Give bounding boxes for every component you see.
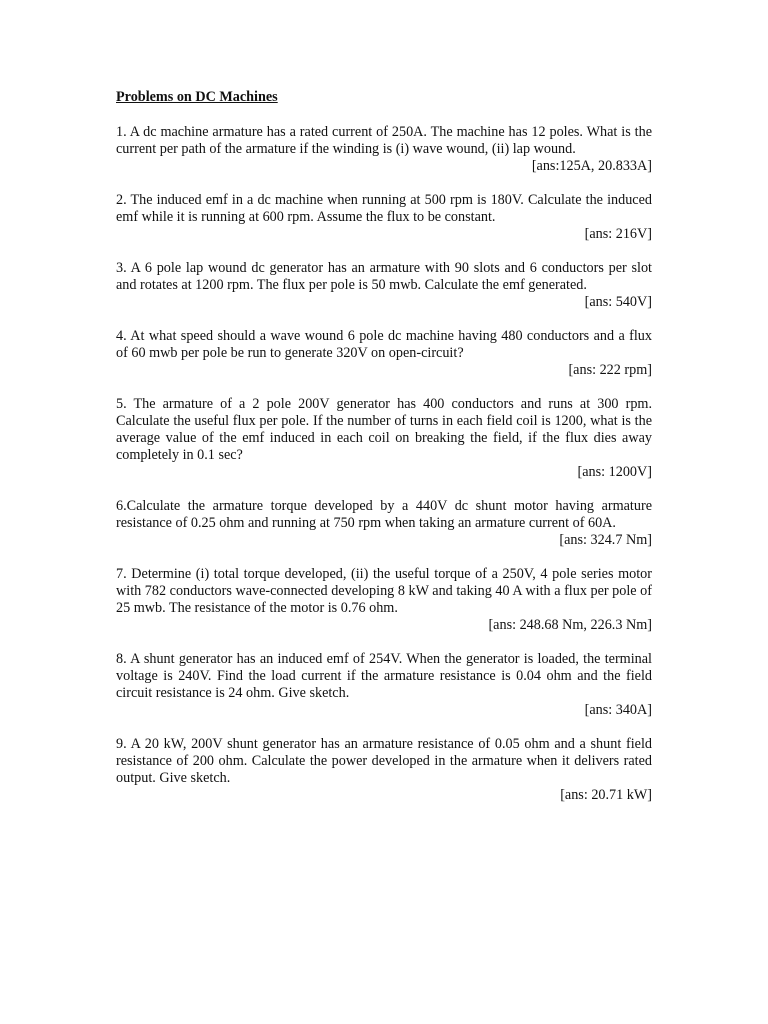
problem-answer: [ans: 20.71 kW]	[560, 787, 652, 803]
problem-text: 7. Determine (i) total torque developed, (ii) the useful torque of a 250V, 4 pole series motor with 782 conductors wave-connected developing 8 kW and taking 40 A with a flux per pole of 25 mwb. The resistance of the motor is 0.76 ohm.	[116, 566, 652, 616]
problem-text: 8. A shunt generator has an induced emf of 254V. When the generator is loaded, the terminal voltage is 240V. Find the load current if the armature resistance is 0.04 ohm and the field circuit resistance is 24 ohm. Give sketch.	[116, 651, 652, 701]
document-title: Problems on DC Machines	[116, 89, 278, 105]
problem-answer: [ans: 340A]	[584, 702, 652, 718]
problem-9	[116, 736, 652, 804]
problem-text: 4. At what speed should a wave wound 6 pole dc machine having 480 conductors and a flux of 60 mwb per pole be run to generate 320V on open-circuit?	[116, 328, 652, 361]
problem-answer: [ans: 540V]	[584, 294, 652, 310]
document-page	[116, 89, 652, 821]
problem-text: 2. The induced emf in a dc machine when running at 500 rpm is 180V. Calculate the induced emf while it is running at 600 rpm. Assume the flux to be constant.	[116, 192, 652, 225]
problem-answer: [ans: 216V]	[584, 226, 652, 242]
problem-text: 3. A 6 pole lap wound dc generator has an armature with 90 slots and 6 conductors per slot and rotates at 1200 rpm. The flux per pole is 50 mwb. Calculate the emf generated.	[116, 260, 652, 293]
problem-text: 9. A 20 kW, 200V shunt generator has an armature resistance of 0.05 ohm and a shunt field resistance of 200 ohm. Calculate the power developed in the armature when it delivers rated output. Give sketch.	[116, 736, 652, 786]
problem-text: 5. The armature of a 2 pole 200V generator has 400 conductors and runs at 300 rpm. Calculate the useful flux per pole. If the number of turns in each field coil is 1200, what is the average value of the emf induced in each coil on breaking the field, if the flux dies away completely in 0.1 sec?	[116, 396, 652, 463]
problem-answer: [ans: 222 rpm]	[568, 362, 652, 378]
problem-7	[116, 566, 652, 634]
problem-text: 6.Calculate the armature torque developed by a 440V dc shunt motor having armature resistance of 0.25 ohm and running at 750 rpm when taking an armature current of 60A.	[116, 498, 652, 531]
problem-text: 1. A dc machine armature has a rated current of 250A. The machine has 12 poles. What is the current per path of the armature if the winding is (i) wave wound, (ii) lap wound.	[116, 124, 652, 157]
problem-3	[116, 260, 652, 311]
problem-answer: [ans: 248.68 Nm, 226.3 Nm]	[488, 617, 652, 633]
problem-6	[116, 498, 652, 549]
problem-answer: [ans: 324.7 Nm]	[559, 532, 652, 548]
problem-2	[116, 192, 652, 243]
problem-5	[116, 396, 652, 481]
problem-1	[116, 124, 652, 175]
problem-8	[116, 651, 652, 719]
problem-answer: [ans:125A, 20.833A]	[531, 158, 652, 174]
problem-answer: [ans: 1200V]	[577, 464, 652, 480]
problem-4	[116, 328, 652, 379]
